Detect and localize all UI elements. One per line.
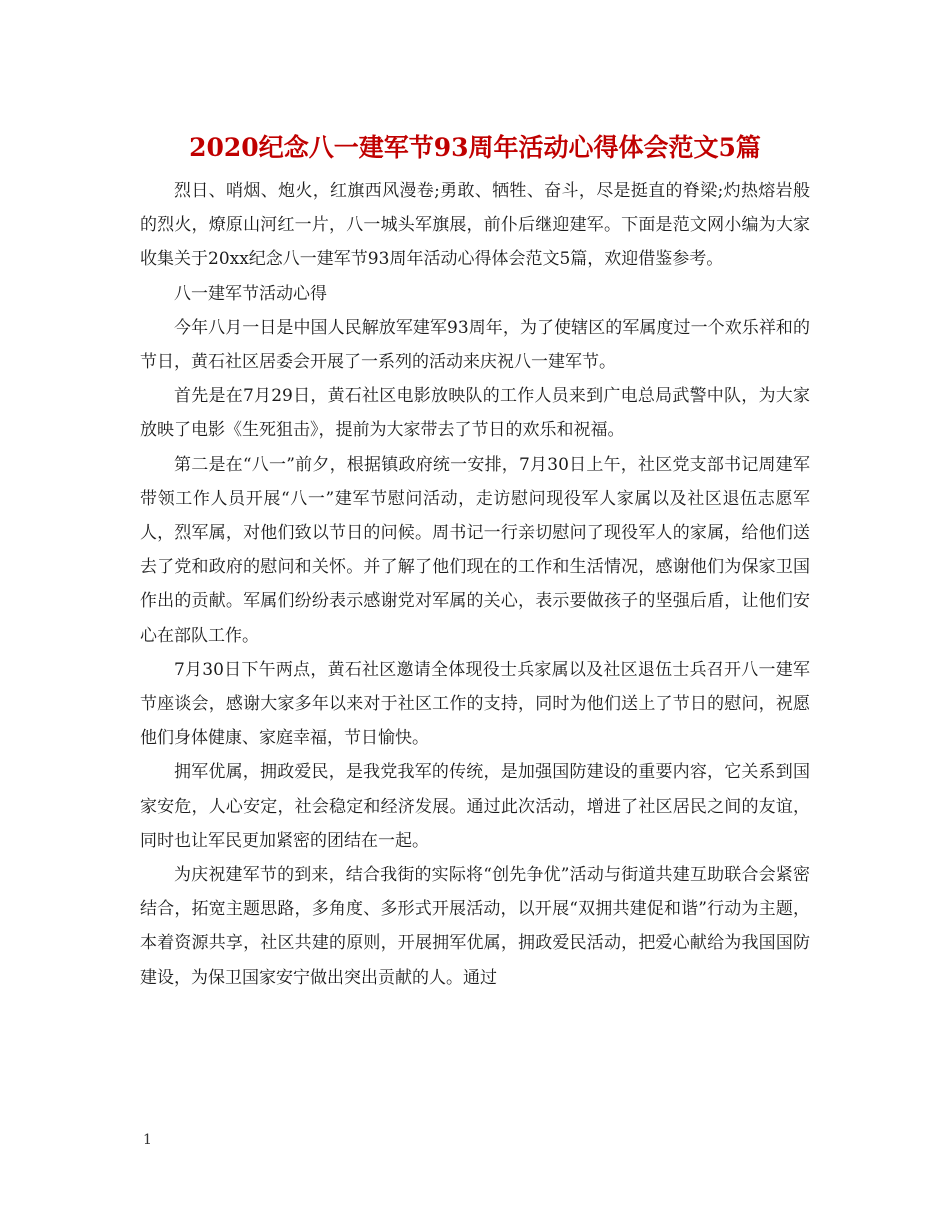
document-body (140, 174, 810, 995)
page-title: 2020纪念八一建军节93周年活动心得体会范文5篇 (189, 133, 761, 162)
paragraph-intro: 烈日、哨烟、炮火，红旗西风漫卷;勇敢、牺牲、奋斗，尽是挺直的脊梁;灼热熔岩般的烈火，燎原山河红一片，八一城头军旗展，前仆后继迎建军。下面是范文网小编为大家收集关于20xx纪念八一建军节93周年活动心得体会范文5篇，欢迎借鉴参考。 (140, 181, 810, 270)
paragraph: 今年八月一日是中国人民解放军建军93周年，为了使辖区的军属度过一个欢乐祥和的节日，黄石社区居委会开展了一系列的活动来庆祝八一建军节。 (140, 317, 810, 373)
page-number: 1 (143, 1132, 152, 1148)
section-heading: 八一建军节活动心得 (174, 283, 327, 304)
paragraph: 第二是在“八一”前夕，根据镇政府统一安排，7月30日上午，社区党支部书记周建军带领工作人员开展“八一”建军节慰问活动，走访慰问现役军人家属以及社区退伍志愿军人，烈军属，对他们致以节日的问候。周书记一行亲切慰问了现役军人的家属，给他们送去了党和政府的慰问和关怀。并了解了他们现在的工作和生活情况，感谢他们为保家卫国作出的贡献。军属们纷纷表示感谢党对军属的关心，表示要做孩子的坚强后盾，让他们安心在部队工作。 (140, 454, 810, 646)
paragraph: 7月30日下午两点，黄石社区邀请全体现役士兵家属以及社区退伍士兵召开八一建军节座谈会，感谢大家多年以来对于社区工作的支持，同时为他们送上了节日的慰问，祝愿他们身体健康、家庭幸福，节日愉快。 (140, 659, 810, 749)
paragraph: 为庆祝建军节的到来，结合我街的实际将“创先争优”活动与街道共建互助联合会紧密结合，拓宽主题思路，多角度、多形式开展活动，以开展“双拥共建促和谐”行动为主题，本着资源共享，社区共建的原则，开展拥军优属，拥政爱民活动，把爱心献给为我国国防建设，为保卫国家安宁做出突出贡献的人。通过 (140, 865, 810, 988)
paragraph: 拥军优属，拥政爱民，是我党我军的传统，是加强国防建设的重要内容，它关系到国家安危，人心安定，社会稳定和经济发展。通过此次活动，增进了社区居民之间的友谊，同时也让军民更加紧密的团结在一起。 (140, 762, 810, 851)
paragraph: 首先是在7月29日，黄石社区电影放映队的工作人员来到广电总局武警中队，为大家放映了电影《生死狙击》，提前为大家带去了节日的欢乐和祝福。 (140, 386, 810, 441)
